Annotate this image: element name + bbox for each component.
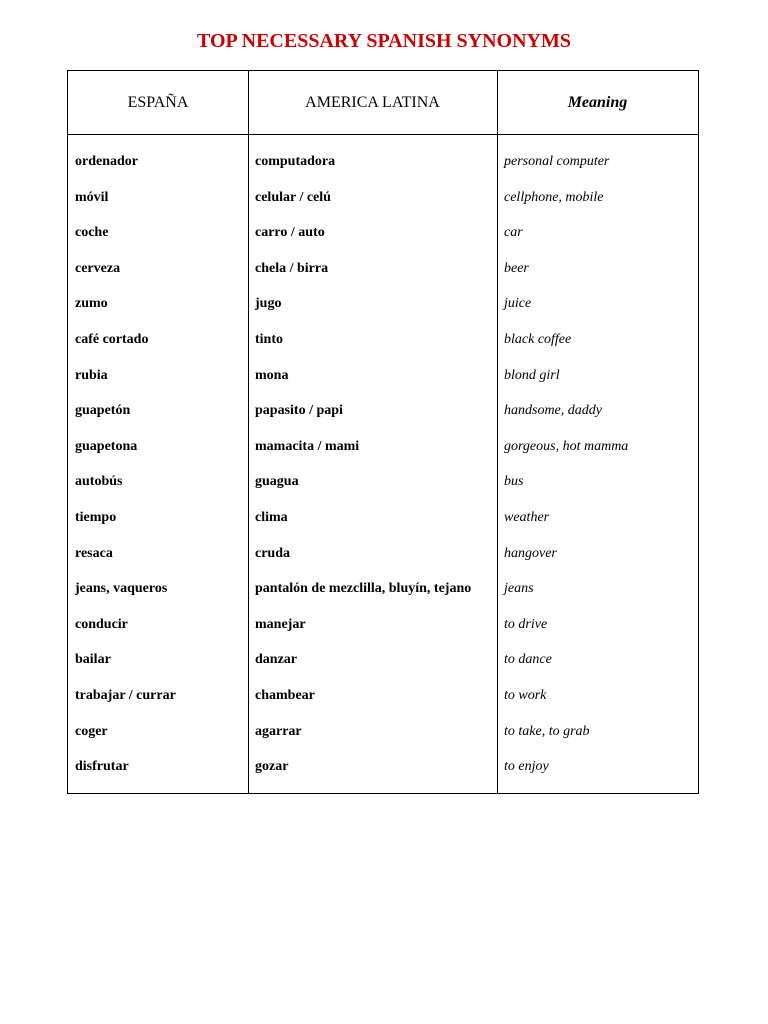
table-row bbox=[68, 749, 698, 785]
table-row bbox=[68, 607, 698, 643]
cell-america-latina: manejar bbox=[255, 616, 306, 632]
cell-america-latina: chela / birra bbox=[255, 260, 329, 276]
cell-espana: móvil bbox=[75, 189, 109, 205]
cell-espana: coger bbox=[75, 723, 108, 739]
table-row bbox=[68, 180, 698, 216]
cell-america-latina: mamacita / mami bbox=[255, 438, 360, 454]
cell-america-latina: jugo bbox=[255, 296, 282, 312]
cell-meaning: gorgeous, hot mamma bbox=[504, 438, 629, 454]
cell-espana: cerveza bbox=[75, 260, 121, 276]
cell-meaning: to enjoy bbox=[504, 759, 549, 775]
table-row bbox=[68, 251, 698, 287]
table-row bbox=[68, 642, 698, 678]
synonyms-table bbox=[67, 70, 699, 794]
cell-america-latina: carro / auto bbox=[255, 225, 325, 241]
table-row bbox=[68, 215, 698, 251]
cell-meaning: bus bbox=[504, 474, 524, 490]
cell-espana: trabajar / currar bbox=[75, 687, 176, 703]
cell-america-latina: clima bbox=[255, 509, 288, 525]
table-row bbox=[68, 536, 698, 572]
header-meaning: Meaning bbox=[567, 94, 628, 111]
table-row bbox=[68, 322, 698, 358]
cell-meaning: to take, to grab bbox=[504, 723, 590, 739]
cell-meaning: to dance bbox=[504, 652, 552, 668]
cell-america-latina: gozar bbox=[255, 759, 289, 775]
cell-america-latina: agarrar bbox=[255, 723, 302, 739]
table-row bbox=[68, 429, 698, 465]
cell-espana: coche bbox=[75, 225, 109, 241]
table-row bbox=[68, 678, 698, 714]
cell-meaning: handsome, daddy bbox=[504, 403, 602, 419]
cell-espana: guapetón bbox=[75, 403, 131, 419]
cell-espana: conducir bbox=[75, 616, 128, 632]
cell-america-latina: cruda bbox=[255, 545, 290, 561]
cell-espana: tiempo bbox=[75, 509, 117, 525]
cell-espana: disfrutar bbox=[75, 759, 129, 775]
page-title: TOP NECESSARY SPANISH SYNONYMS bbox=[196, 30, 571, 52]
cell-meaning: jeans bbox=[504, 581, 534, 597]
cell-meaning: juice bbox=[504, 296, 532, 312]
cell-america-latina: pantalón de mezclilla, bluyín, tejano bbox=[255, 581, 472, 597]
cell-meaning: personal computer bbox=[504, 154, 610, 169]
cell-espana: bailar bbox=[75, 652, 111, 668]
cell-america-latina: chambear bbox=[255, 687, 315, 703]
table-body bbox=[68, 144, 698, 785]
cell-espana: jeans, vaqueros bbox=[75, 581, 168, 597]
table-row bbox=[68, 500, 698, 536]
cell-meaning: cellphone, mobile bbox=[504, 189, 604, 205]
cell-espana: café cortado bbox=[75, 331, 149, 347]
cell-america-latina: tinto bbox=[255, 331, 283, 347]
cell-espana: rubia bbox=[75, 367, 108, 383]
table-row bbox=[68, 464, 698, 500]
cell-meaning: to work bbox=[504, 687, 547, 703]
header-espana: ESPAÑA bbox=[127, 94, 189, 111]
table-row bbox=[68, 571, 698, 607]
cell-meaning: car bbox=[504, 225, 523, 241]
table-row bbox=[68, 393, 698, 429]
cell-espana: autobús bbox=[75, 474, 123, 490]
cell-america-latina: guagua bbox=[255, 474, 299, 490]
header-america-latina: AMERICA LATINA bbox=[305, 94, 440, 111]
cell-america-latina: mona bbox=[255, 367, 289, 383]
cell-america-latina: papasito / papi bbox=[255, 403, 343, 419]
table-row bbox=[68, 286, 698, 322]
cell-meaning: weather bbox=[504, 509, 550, 525]
table-row bbox=[68, 358, 698, 394]
table-row bbox=[68, 144, 698, 180]
cell-meaning: black coffee bbox=[504, 331, 572, 347]
cell-meaning: blond girl bbox=[504, 367, 560, 383]
cell-america-latina: danzar bbox=[255, 652, 297, 668]
cell-espana: ordenador bbox=[75, 154, 138, 169]
cell-meaning: beer bbox=[504, 260, 529, 276]
cell-meaning: hangover bbox=[504, 545, 557, 561]
cell-espana: guapetona bbox=[75, 438, 138, 454]
header-divider bbox=[68, 134, 698, 135]
cell-espana: resaca bbox=[75, 545, 113, 561]
table-row bbox=[68, 714, 698, 750]
cell-espana: zumo bbox=[75, 296, 108, 312]
cell-meaning: to drive bbox=[504, 616, 548, 632]
cell-america-latina: celular / celú bbox=[255, 189, 331, 205]
cell-america-latina: computadora bbox=[255, 154, 336, 169]
